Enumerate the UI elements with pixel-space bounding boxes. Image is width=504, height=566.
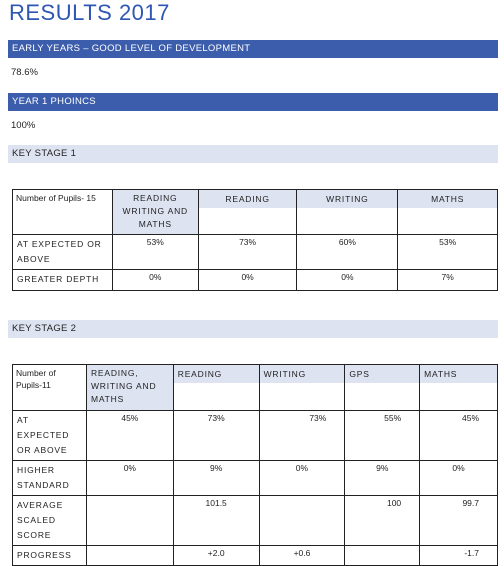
ks1-cell: 0% [198, 270, 297, 291]
ks2-cell: 55% [345, 411, 420, 461]
ks2-cell: +0.6 [259, 546, 345, 566]
ks1-cell: 0% [297, 270, 398, 291]
ks1-col-maths: MATHS [398, 190, 497, 208]
page-title: RESULTS 2017 [9, 0, 170, 25]
ks2-col-reading-cell [173, 365, 259, 411]
ks2-col-gps-cell [345, 365, 420, 411]
phonics-heading: YEAR 1 PHOINCS [8, 93, 498, 111]
ks1-row-label: GREATER DEPTH [13, 270, 113, 291]
ks2-cell: 45% [420, 411, 498, 461]
ks1-cell: 53% [112, 235, 198, 270]
ks2-col-reading: READING [174, 365, 259, 383]
ks2-row-label: HIGHER STANDARD [13, 461, 87, 496]
ks2-cell: 73% [173, 411, 259, 461]
ks1-col-rwm: READING WRITING AND MATHS [112, 190, 198, 235]
ks2-row-label: AT EXPECTED OR ABOVE [13, 411, 87, 461]
ks2-cell [259, 496, 345, 546]
ks2-cell [86, 496, 173, 546]
ks1-header-row [13, 190, 498, 235]
ks2-cell: 45% [86, 411, 173, 461]
ks2-col-rwm: READING, WRITING AND MATHS [86, 365, 173, 411]
ks1-row-label: AT EXPECTED OR ABOVE [13, 235, 113, 270]
ks1-cell: 7% [398, 270, 498, 291]
ks1-row [13, 270, 498, 291]
ks2-row [13, 411, 498, 461]
ks1-table [12, 189, 498, 291]
ks2-row [13, 461, 498, 496]
ks1-cell: 60% [297, 235, 398, 270]
ks2-cell: 9% [345, 461, 420, 496]
ks2-cell: 0% [86, 461, 173, 496]
ks2-header-row [13, 365, 498, 411]
ks2-row [13, 496, 498, 546]
ks2-cell: 0% [420, 461, 498, 496]
ks2-cell: 99.7 [420, 496, 498, 546]
ks1-cell: 53% [398, 235, 498, 270]
ks1-cell: 73% [198, 235, 297, 270]
ks1-cell: 0% [112, 270, 198, 291]
ks1-col-maths-cell [398, 190, 498, 235]
ks2-cell: -1.7 [420, 546, 498, 566]
ks1-heading: KEY STAGE 1 [8, 145, 498, 163]
ks2-pupils-label: Number of Pupils-11 [13, 365, 87, 411]
ks2-col-maths: MATHS [420, 365, 497, 383]
ks2-cell: 73% [259, 411, 345, 461]
ks2-cell [345, 546, 420, 566]
ks2-heading: KEY STAGE 2 [8, 320, 498, 338]
ks1-row [13, 235, 498, 270]
ks2-table [12, 364, 498, 566]
ks1-col-reading-cell [198, 190, 297, 235]
ks2-col-maths-cell [420, 365, 498, 411]
eyfs-value: 78.6% [11, 67, 38, 78]
ks2-row-label: PROGRESS [13, 546, 87, 566]
ks2-cell: 0% [259, 461, 345, 496]
ks1-col-writing: WRITING [297, 190, 397, 208]
ks1-col-writing-cell [297, 190, 398, 235]
ks2-cell: 9% [173, 461, 259, 496]
ks2-col-gps: GPS [345, 365, 419, 383]
ks2-row-label: AVERAGE SCALED SCORE [13, 496, 87, 546]
ks1-col-reading: READING [199, 190, 297, 208]
eyfs-heading: EARLY YEARS – GOOD LEVEL OF DEVELOPMENT [8, 40, 498, 58]
ks2-col-writing-cell [259, 365, 345, 411]
ks2-cell: 100 [345, 496, 420, 546]
ks2-col-writing: WRITING [260, 365, 345, 383]
ks2-cell [86, 546, 173, 566]
ks2-row [13, 546, 498, 566]
ks1-pupils-label: Number of Pupils- 15 [13, 190, 113, 235]
phonics-value: 100% [11, 120, 36, 131]
ks2-cell: +2.0 [173, 546, 259, 566]
ks2-cell: 101.5 [173, 496, 259, 546]
